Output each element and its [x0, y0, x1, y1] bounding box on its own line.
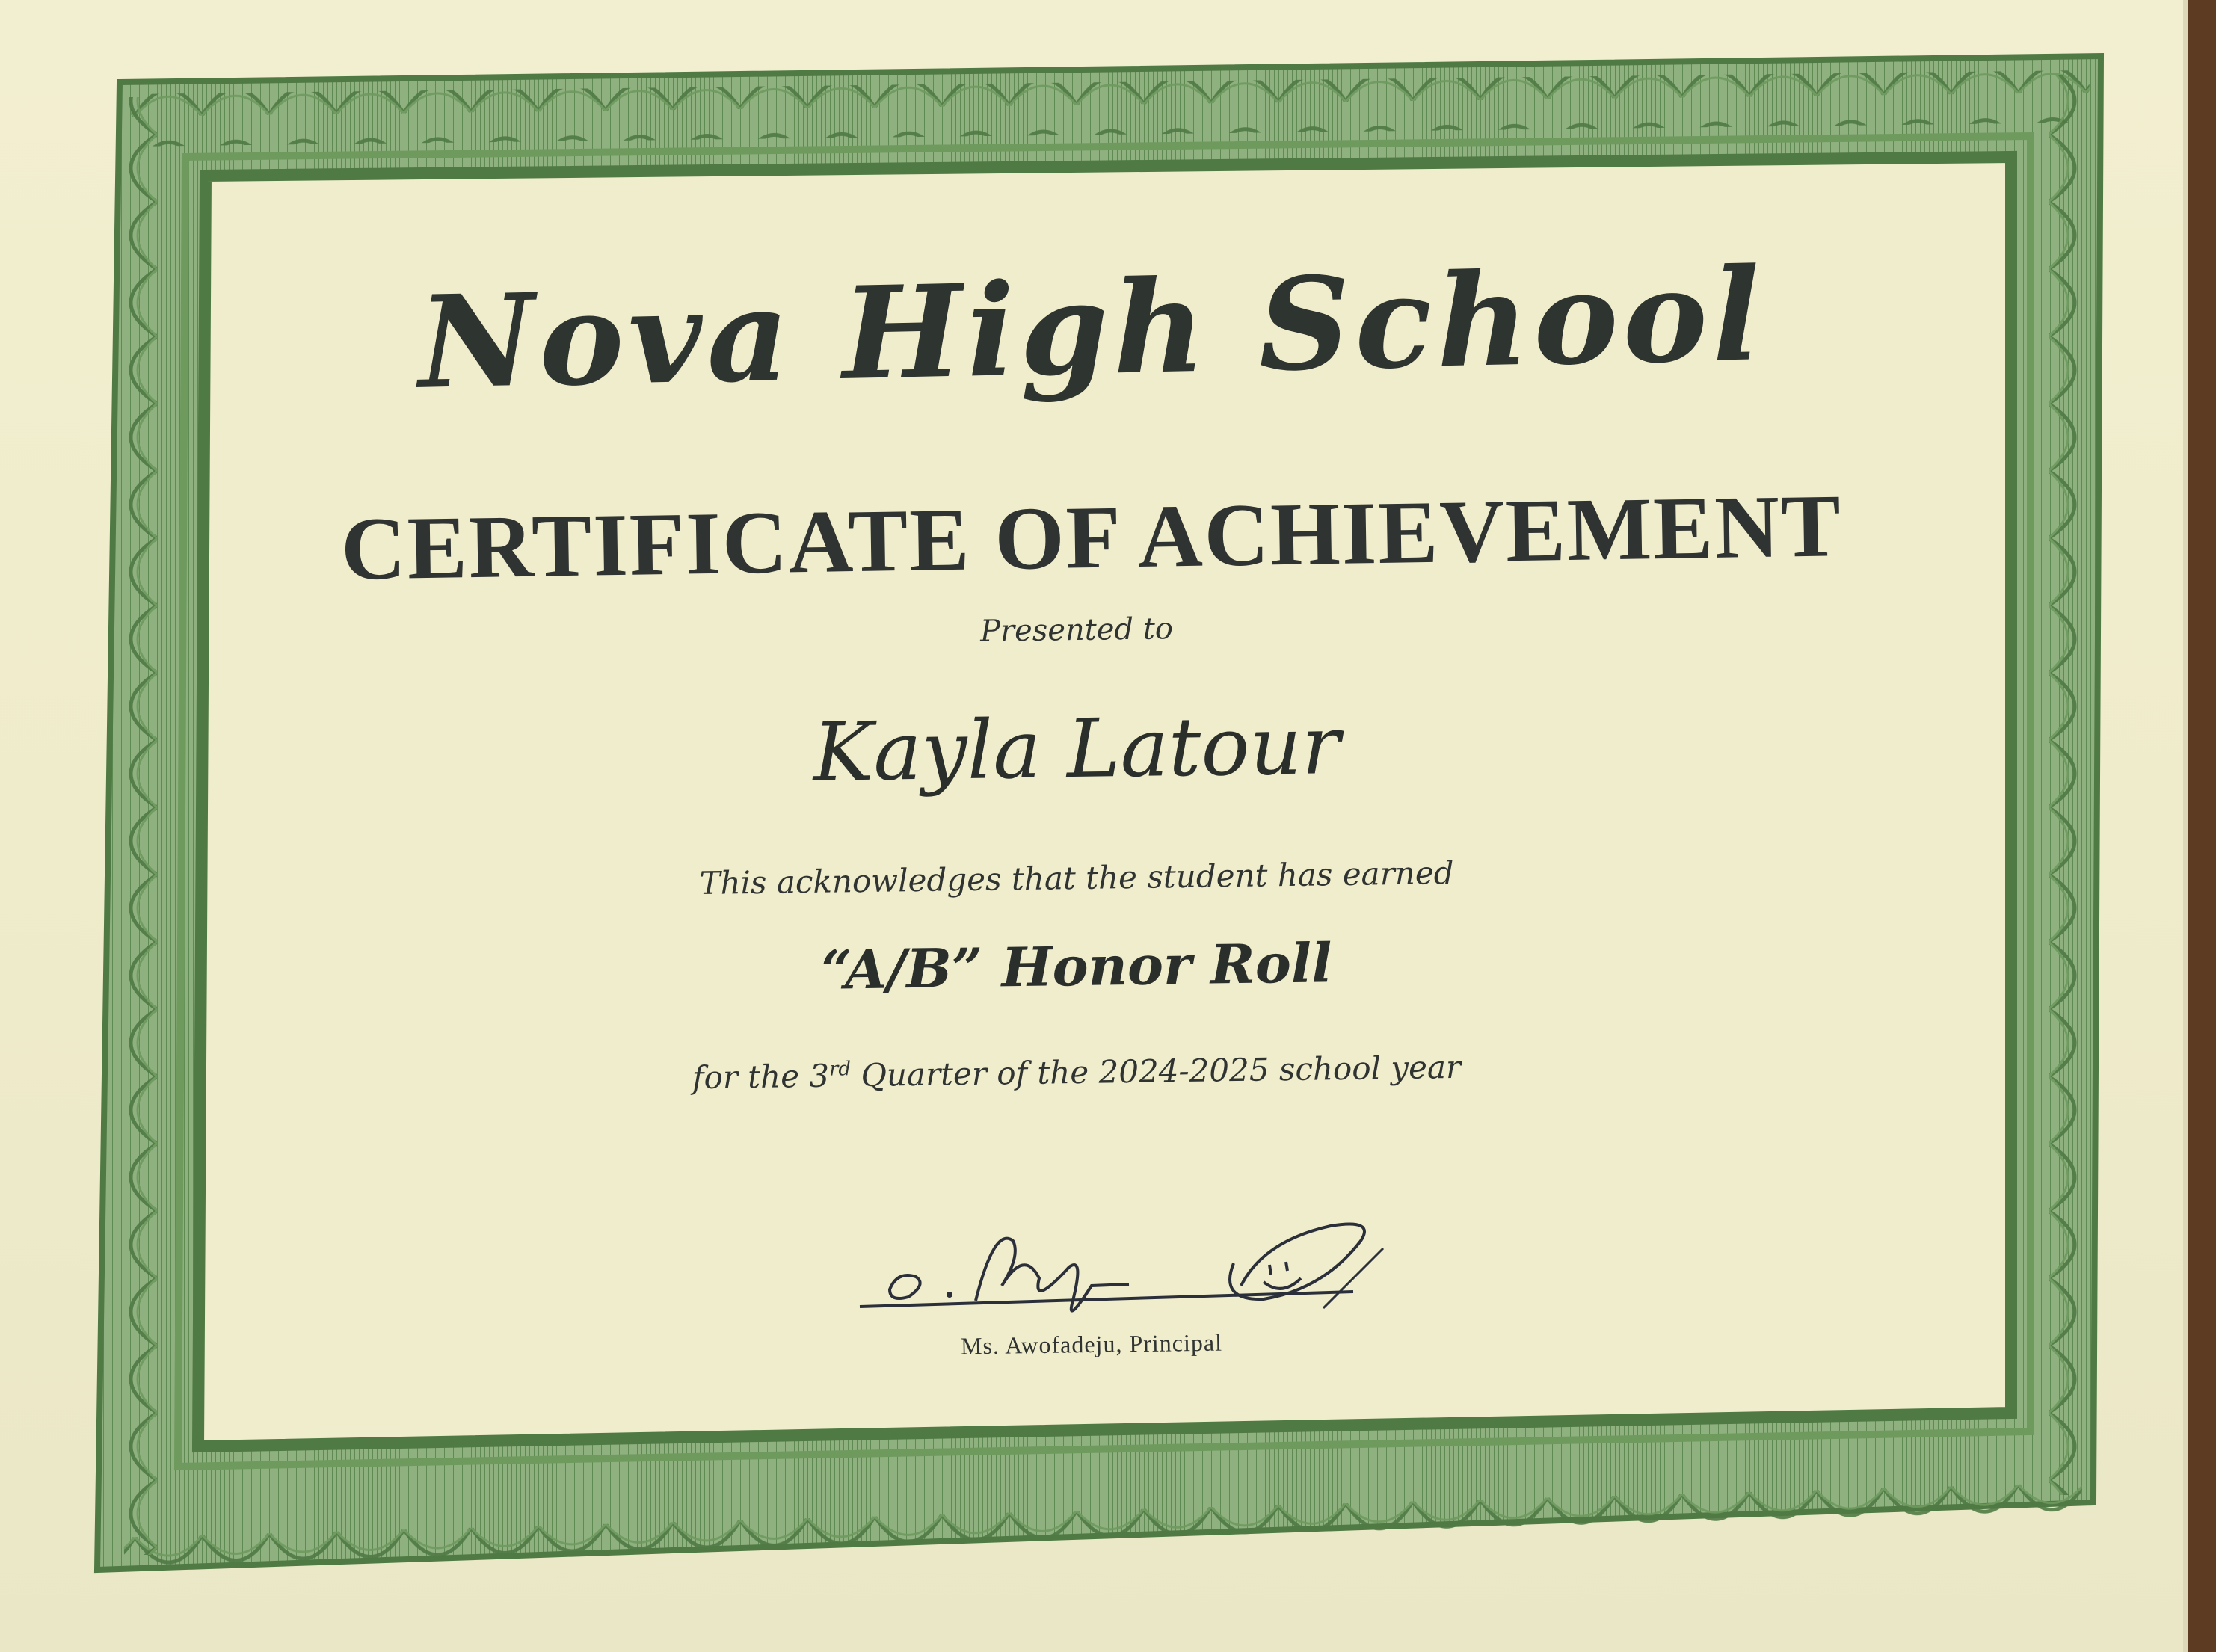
recipient-name: Kayla Latour	[812, 699, 1341, 800]
school-name: Nova High School	[416, 240, 1767, 418]
signer-name: Ms. Awofadeju, Principal	[960, 1328, 1223, 1360]
presented-to-label: Presented to	[979, 611, 1174, 649]
period-suffix: Quarter of the 2024-2025 school year	[850, 1048, 1462, 1094]
certificate-title: CERTIFICATE OF ACHIEVEMENT	[340, 475, 1843, 599]
acknowledgement-text: This acknowledges that the student has earned	[699, 854, 1454, 902]
period-prefix: for the 3	[692, 1057, 830, 1097]
period-superscript: rd	[828, 1058, 852, 1081]
signature-image	[845, 1196, 1413, 1338]
award-name: “A/B” Honor Roll	[820, 931, 1333, 1002]
